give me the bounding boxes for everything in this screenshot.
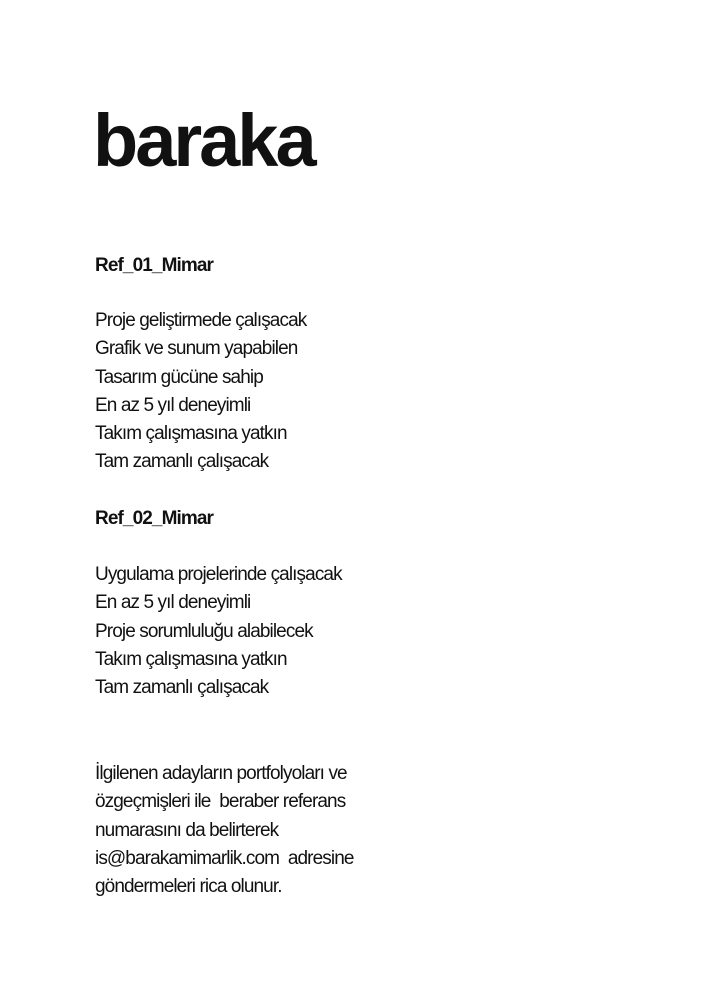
contact-line: numarasını da belirterek [95, 819, 279, 841]
list-item: Takım çalışmasına yatkın [95, 648, 287, 670]
ref-01-title: Ref_01_Mimar [95, 255, 214, 276]
list-item: Proje sorumluluğu alabilecek [95, 620, 313, 642]
list-item: Takım çalışmasına yatkın [95, 423, 287, 445]
baraka-logo: baraka [93, 99, 314, 182]
list-item: Grafik ve sunum yapabilen [95, 338, 298, 360]
list-item: Proje geliştirmede çalışacak [95, 310, 307, 331]
list-item: Tam zamanlı çalışacak [95, 677, 269, 699]
contact-email-line: is@barakamimarlik.com adresine [95, 847, 354, 869]
list-item: En az 5 yıl deneyimli [95, 394, 251, 416]
ref-01-requirements-list [95, 307, 306, 477]
ref-02-title: Ref_02_Mimar [95, 508, 214, 529]
contact-line: göndermeleri rica olunur. [95, 876, 282, 898]
list-item: Uygulama projelerinde çalışacak [95, 564, 342, 585]
application-instructions [95, 760, 354, 901]
list-item: Tasarım gücüne sahip [95, 366, 263, 388]
contact-line: İlgilenen adayların portfolyoları ve [95, 763, 347, 784]
ref-02-requirements-list [95, 561, 342, 702]
contact-line: özgeçmişleri ile beraber referans [95, 791, 346, 813]
list-item: En az 5 yıl deneyimli [95, 592, 251, 614]
list-item: Tam zamanlı çalışacak [95, 451, 269, 473]
